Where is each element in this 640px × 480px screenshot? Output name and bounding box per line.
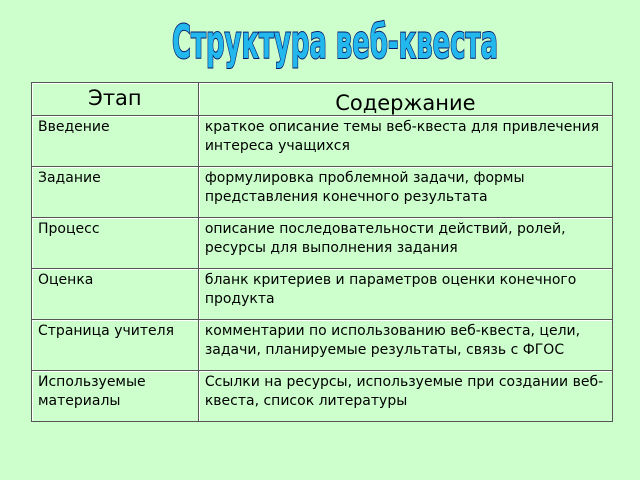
row-stage: Оценка [32, 269, 199, 320]
slide-title-text: Структура веб-квеста [172, 15, 498, 69]
table-row [32, 167, 613, 218]
slide-title-graphic [0, 4, 640, 72]
row-content: бланк критериев и параметров оценки конечного продукта [198, 269, 612, 320]
web-quest-structure-table [31, 82, 613, 422]
row-content: описание последовательности действий, ролей, ресурсы для выполнения задания [198, 218, 612, 269]
slide-title [0, 4, 640, 72]
table-header-row [32, 83, 613, 116]
table-row [32, 218, 613, 269]
row-content: комментарии по использованию веб-квеста, цели, задачи, планируемые результаты, связь с ФГОС [198, 320, 612, 371]
row-content: формулировка проблемной задачи, формы представления конечного результата [198, 167, 612, 218]
row-stage: Процесс [32, 218, 199, 269]
table-row [32, 320, 613, 371]
row-content: Ссылки на ресурсы, используемые при создании веб-квеста, список литературы [198, 371, 612, 422]
table-row [32, 371, 613, 422]
row-stage: Используемые материалы [32, 371, 199, 422]
table-row [32, 116, 613, 167]
row-stage: Введение [32, 116, 199, 167]
row-content: краткое описание темы веб-квеста для привлечения интереса учащихся [198, 116, 612, 167]
table-row [32, 269, 613, 320]
row-stage: Страница учителя [32, 320, 199, 371]
row-stage: Задание [32, 167, 199, 218]
header-content: Содержание [198, 83, 612, 116]
header-stage: Этап [32, 83, 199, 116]
